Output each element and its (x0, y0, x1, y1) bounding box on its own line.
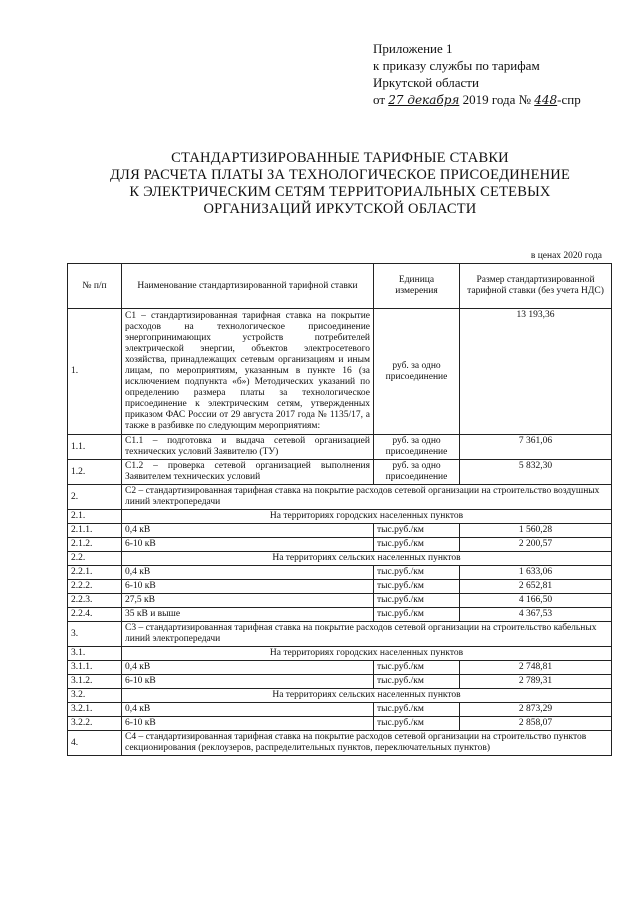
row-num: 2.2. (68, 552, 122, 566)
table-row-2-2-2 (68, 580, 612, 594)
row-value: 4 367,53 (460, 608, 612, 622)
row-value: 2 873,29 (460, 703, 612, 717)
appendix-date-line (373, 91, 581, 109)
header-name: Наименование стандартизированной тарифной ставки (122, 264, 374, 309)
row-num: 2.2.4. (68, 608, 122, 622)
row-num: 1. (68, 309, 122, 435)
row-name: С1.2 – проверка сетевой организацией выполнения Заявителем технических условий (122, 460, 374, 485)
row-value: 7 361,06 (460, 435, 612, 460)
row-num: 1.1. (68, 435, 122, 460)
table-header-row (68, 264, 612, 309)
row-subsection-title: На территориях городских населенных пунктов (122, 510, 612, 524)
row-name: 6-10 кВ (122, 580, 374, 594)
title-line-2: ДЛЯ РАСЧЕТА ПЛАТЫ ЗА ТЕХНОЛОГИЧЕСКОЕ ПРИСОЕДИНЕНИЕ (109, 167, 571, 183)
row-num: 2.2.2. (68, 580, 122, 594)
appendix-year-text: 2019 года № (462, 92, 531, 107)
row-subsection-title: На территориях городских населенных пунктов (122, 647, 612, 661)
row-value: 1 633,06 (460, 566, 612, 580)
row-section-text: С3 – стандартизированная тарифная ставка на покрытие расходов сетевой организации на строительство кабельных линий электропередачи (122, 622, 612, 647)
appendix-line-2: к приказу службы по тарифам (373, 58, 540, 73)
row-num: 3.2. (68, 689, 122, 703)
row-unit: тыс.руб./км (374, 717, 460, 731)
table-row-3-2-2 (68, 717, 612, 731)
row-num: 3.2.1. (68, 703, 122, 717)
row-num: 3. (68, 622, 122, 647)
row-unit: руб. за одно присоединение (374, 309, 460, 435)
row-name: 27,5 кВ (122, 594, 374, 608)
row-num: 2.1.1. (68, 524, 122, 538)
row-name: 6-10 кВ (122, 717, 374, 731)
appendix-handwritten-date: 27 декабря (388, 93, 460, 107)
row-name: 6-10 кВ (122, 675, 374, 689)
row-unit: руб. за одно присоединение (374, 460, 460, 485)
table-row-2-2-4 (68, 608, 612, 622)
row-name: 0,4 кВ (122, 703, 374, 717)
table-row-2-1 (68, 510, 612, 524)
row-unit: тыс.руб./км (374, 524, 460, 538)
row-section-text: С4 – стандартизированная тарифная ставка на покрытие расходов сетевой организации на строительство пунктов секционирования (реклоузеров, распределительных пунктов, переключательных пунктов) (122, 731, 612, 756)
row-num: 4. (68, 731, 122, 756)
row-num: 3.1.2. (68, 675, 122, 689)
row-unit: руб. за одно присоединение (374, 435, 460, 460)
row-unit: тыс.руб./км (374, 675, 460, 689)
price-note: в ценах 2020 года (530, 251, 602, 261)
row-value: 4 166,50 (460, 594, 612, 608)
row-name: 35 кВ и выше (122, 608, 374, 622)
appendix-line-1: Приложение 1 (373, 41, 453, 56)
table-row-3-1-1 (68, 661, 612, 675)
rates-table (67, 263, 612, 756)
row-name: 6-10 кВ (122, 538, 374, 552)
table-row-3-1-2 (68, 675, 612, 689)
header-num: № п/п (68, 264, 122, 309)
table-row-1-1 (68, 435, 612, 460)
table-row-2-2-3 (68, 594, 612, 608)
row-value: 2 652,81 (460, 580, 612, 594)
row-value: 2 858,07 (460, 717, 612, 731)
title-line-3: К ЭЛЕКТРИЧЕСКИМ СЕТЯМ ТЕРРИТОРИАЛЬНЫХ СЕТЕВЫХ (129, 184, 551, 200)
table-row-1 (68, 309, 612, 435)
row-num: 3.1.1. (68, 661, 122, 675)
row-num: 2.1.2. (68, 538, 122, 552)
row-name: 0,4 кВ (122, 661, 374, 675)
row-unit: тыс.руб./км (374, 703, 460, 717)
header-unit: Единица измерения (374, 264, 460, 309)
row-num: 2.2.3. (68, 594, 122, 608)
row-value: 2 748,81 (460, 661, 612, 675)
table-row-3-2-1 (68, 703, 612, 717)
document-title (60, 150, 620, 218)
table-row-2-2 (68, 552, 612, 566)
appendix-from-label: от (373, 92, 386, 107)
row-value: 13 193,36 (460, 309, 612, 435)
row-num: 3.2.2. (68, 717, 122, 731)
title-line-1: СТАНДАРТИЗИРОВАННЫЕ ТАРИФНЫЕ СТАВКИ (171, 150, 509, 166)
row-name: 0,4 кВ (122, 566, 374, 580)
row-value: 5 832,30 (460, 460, 612, 485)
row-subsection-title: На территориях сельских населенных пунктов (122, 689, 612, 703)
appendix-line-3: Иркутской области (373, 75, 479, 90)
row-section-text: С2 – стандартизированная тарифная ставка на покрытие расходов сетевой организации на строительство воздушных линий электропередачи (122, 485, 612, 510)
row-value: 1 560,28 (460, 524, 612, 538)
row-name: 0,4 кВ (122, 524, 374, 538)
row-num: 1.2. (68, 460, 122, 485)
row-name: С1.1 – подготовка и выдача сетевой организацией технических условий Заявителю (ТУ) (122, 435, 374, 460)
appendix-header (373, 40, 581, 109)
row-num: 2. (68, 485, 122, 510)
title-line-4: ОРГАНИЗАЦИЙ ИРКУТСКОЙ ОБЛАСТИ (203, 201, 477, 217)
row-unit: тыс.руб./км (374, 580, 460, 594)
row-value: 2 200,57 (460, 538, 612, 552)
table-row-1-2 (68, 460, 612, 485)
row-subsection-title: На территориях сельских населенных пунктов (122, 552, 612, 566)
table-row-3-2 (68, 689, 612, 703)
appendix-handwritten-number: 448 (534, 93, 558, 107)
row-name: С1 – стандартизированная тарифная ставка на покрытие расходов на технологическое присоединение энергопринимающих устройств потребителей электрической энергии, объектов электросетевого хозяйства, принадлежащих сетевым организациям и иным лицам, по мероприятиям, указанным в пункте 16 (за исключением подпункта «б») Методических указаний по определению размера платы за технологическое присоединение к электрическим сетям, утвержденных приказом ФАС России от 29 августа 2017 года № 1135/17, а также в разбивке по следующим мероприятиям: (122, 309, 374, 435)
row-unit: тыс.руб./км (374, 566, 460, 580)
row-value: 2 789,31 (460, 675, 612, 689)
row-unit: тыс.руб./км (374, 608, 460, 622)
row-num: 3.1. (68, 647, 122, 661)
table-row-3-1 (68, 647, 612, 661)
table-row-2 (68, 485, 612, 510)
row-unit: тыс.руб./км (374, 538, 460, 552)
row-unit: тыс.руб./км (374, 594, 460, 608)
table-row-3 (68, 622, 612, 647)
row-num: 2.1. (68, 510, 122, 524)
table-row-2-1-1 (68, 524, 612, 538)
table-row-4 (68, 731, 612, 756)
appendix-number-suffix: -спр (557, 92, 581, 107)
row-unit: тыс.руб./км (374, 661, 460, 675)
table-row-2-2-1 (68, 566, 612, 580)
row-num: 2.2.1. (68, 566, 122, 580)
header-size: Размер стандартизированной тарифной ставки (без учета НДС) (460, 264, 612, 309)
table-row-2-1-2 (68, 538, 612, 552)
